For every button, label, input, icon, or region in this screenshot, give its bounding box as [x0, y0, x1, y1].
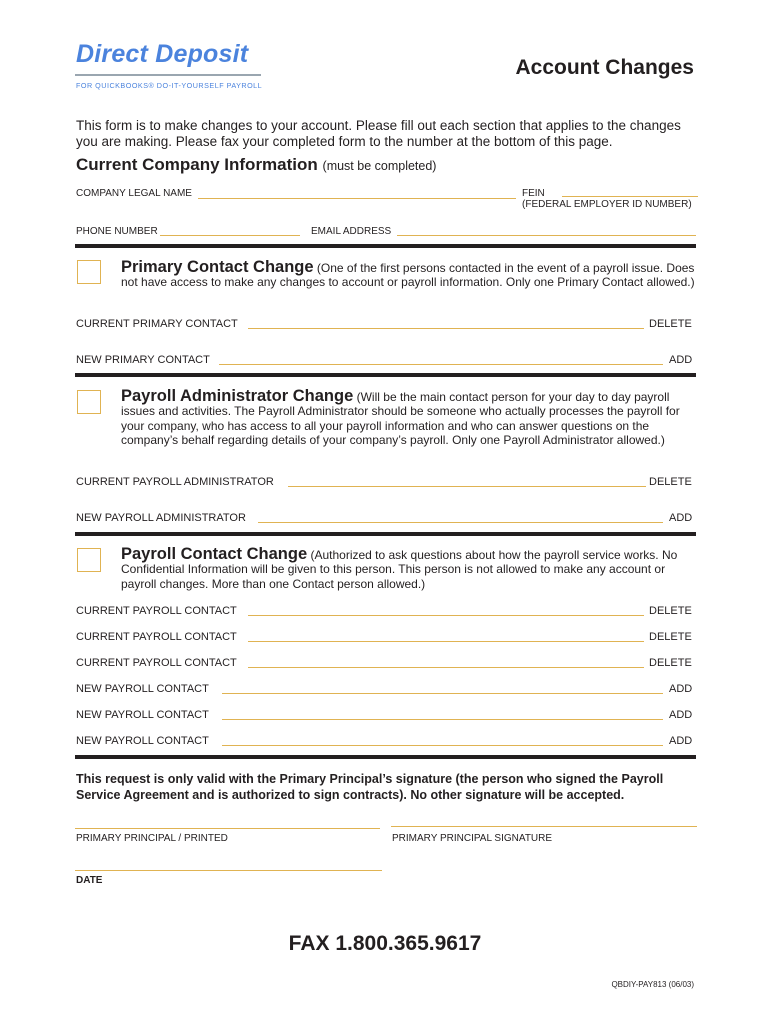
payroll-admin-header: [121, 389, 696, 447]
delete-label: DELETE: [649, 476, 692, 488]
new-payroll-contact-label: NEW PAYROLL CONTACT: [76, 709, 209, 721]
delete-label: DELETE: [649, 657, 692, 669]
add-label: ADD: [669, 683, 693, 695]
new-payroll-contact-field[interactable]: [222, 719, 663, 720]
fein-field[interactable]: [562, 196, 698, 197]
page-title: Account Changes: [515, 56, 694, 79]
primary-contact-title: Primary Contact Change: [121, 258, 314, 276]
new-payroll-contact-label: NEW PAYROLL CONTACT: [76, 735, 209, 747]
add-label: ADD: [669, 735, 693, 747]
delete-label: DELETE: [649, 318, 692, 330]
add-label: ADD: [669, 512, 693, 524]
current-payroll-contact-label: CURRENT PAYROLL CONTACT: [76, 657, 237, 669]
delete-label: DELETE: [649, 631, 692, 643]
new-primary-contact-label: NEW PRIMARY CONTACT: [76, 354, 210, 366]
current-payroll-admin-field[interactable]: [288, 486, 646, 487]
payroll-admin-title: Payroll Administrator Change: [121, 387, 354, 405]
payroll-contact-header: [121, 547, 696, 591]
payroll-contact-desc: (Authorized to ask questions about how the payroll service works. No Confidential Information will be given to this person. This person is not allowed to make any account or payroll changes. More than one Contact person allowed.): [121, 548, 678, 591]
phone-field[interactable]: [160, 235, 300, 236]
logo-title: Direct Deposit: [76, 40, 249, 68]
section-divider: [75, 532, 696, 536]
fein-label: FEIN: [522, 188, 545, 199]
current-payroll-contact-label: CURRENT PAYROLL CONTACT: [76, 605, 237, 617]
signature-warning: This request is only valid with the Primary Principal’s signature (the person who signed the Payroll Service Agreement and is authorized to sign contracts). No other signature will be accepted.: [76, 772, 664, 802]
current-payroll-contact-field[interactable]: [248, 667, 644, 668]
add-label: ADD: [669, 709, 693, 721]
company-section-heading: [76, 155, 436, 175]
current-payroll-contact-label: CURRENT PAYROLL CONTACT: [76, 631, 237, 643]
company-heading-text: Current Company Information: [76, 155, 318, 174]
current-primary-contact-field[interactable]: [248, 328, 644, 329]
payroll-contact-title: Payroll Contact Change: [121, 545, 308, 563]
payroll-admin-desc: (Will be the main contact person for your day to day payroll issues and activities. The Payroll Administrator should be someone who actually processes the payroll for your company, who has access to all your payroll information and who can answer questions on the company’s behalf regarding details of your company’s payroll. Only one Payroll Administrator allowed.): [121, 390, 680, 447]
current-payroll-contact-field[interactable]: [248, 641, 644, 642]
company-heading-note: (must be completed): [322, 159, 437, 173]
principal-printed-label: PRIMARY PRINCIPAL / PRINTED: [76, 833, 228, 844]
section-divider: [75, 755, 696, 759]
new-primary-contact-field[interactable]: [219, 364, 663, 365]
phone-label: PHONE NUMBER: [76, 226, 158, 237]
company-legal-name-field[interactable]: [198, 198, 516, 199]
primary-contact-header: [121, 260, 696, 290]
email-label: EMAIL ADDRESS: [311, 226, 392, 237]
form-number: QBDIY-PAY813 (06/03): [611, 980, 694, 989]
new-payroll-contact-field[interactable]: [222, 693, 663, 694]
new-payroll-contact-label: NEW PAYROLL CONTACT: [76, 683, 209, 695]
company-legal-name-label: COMPANY LEGAL NAME: [76, 188, 192, 199]
date-label: DATE: [76, 875, 103, 886]
current-payroll-contact-field[interactable]: [248, 615, 644, 616]
current-primary-contact-label: CURRENT PRIMARY CONTACT: [76, 318, 238, 330]
new-payroll-admin-label: NEW PAYROLL ADMINISTRATOR: [76, 512, 246, 524]
primary-contact-desc: (One of the first persons contacted in the event of a payroll issue. Does not have access to make any changes to account or payroll information. Only one Primary Contact allowed.): [121, 261, 695, 290]
section-divider: [75, 373, 696, 377]
date-field[interactable]: [75, 870, 382, 871]
current-payroll-admin-label: CURRENT PAYROLL ADMINISTRATOR: [76, 476, 274, 488]
principal-signature-label: PRIMARY PRINCIPAL SIGNATURE: [392, 833, 553, 844]
principal-signature-field[interactable]: [391, 826, 697, 827]
logo-subtitle: FOR QUICKBOOKS® DO-IT-YOURSELF PAYROLL: [76, 81, 263, 90]
payroll-contact-checkbox[interactable]: [77, 548, 101, 572]
principal-printed-field[interactable]: [75, 828, 380, 829]
logo-divider: [75, 74, 261, 76]
payroll-admin-checkbox[interactable]: [77, 390, 101, 414]
intro-text: This form is to make changes to your account. Please fill out each section that applies to the changes you are making. Please fax your completed form to the number at the bottom of this page.: [76, 118, 681, 149]
primary-contact-checkbox[interactable]: [77, 260, 101, 284]
delete-label: DELETE: [649, 605, 692, 617]
new-payroll-admin-field[interactable]: [258, 522, 663, 523]
fax-number: FAX 1.800.365.9617: [288, 932, 482, 955]
section-divider: [75, 244, 696, 248]
fein-sublabel: (FEDERAL EMPLOYER ID NUMBER): [522, 199, 692, 210]
new-payroll-contact-field[interactable]: [222, 745, 663, 746]
email-field[interactable]: [397, 235, 696, 236]
add-label: ADD: [669, 354, 693, 366]
